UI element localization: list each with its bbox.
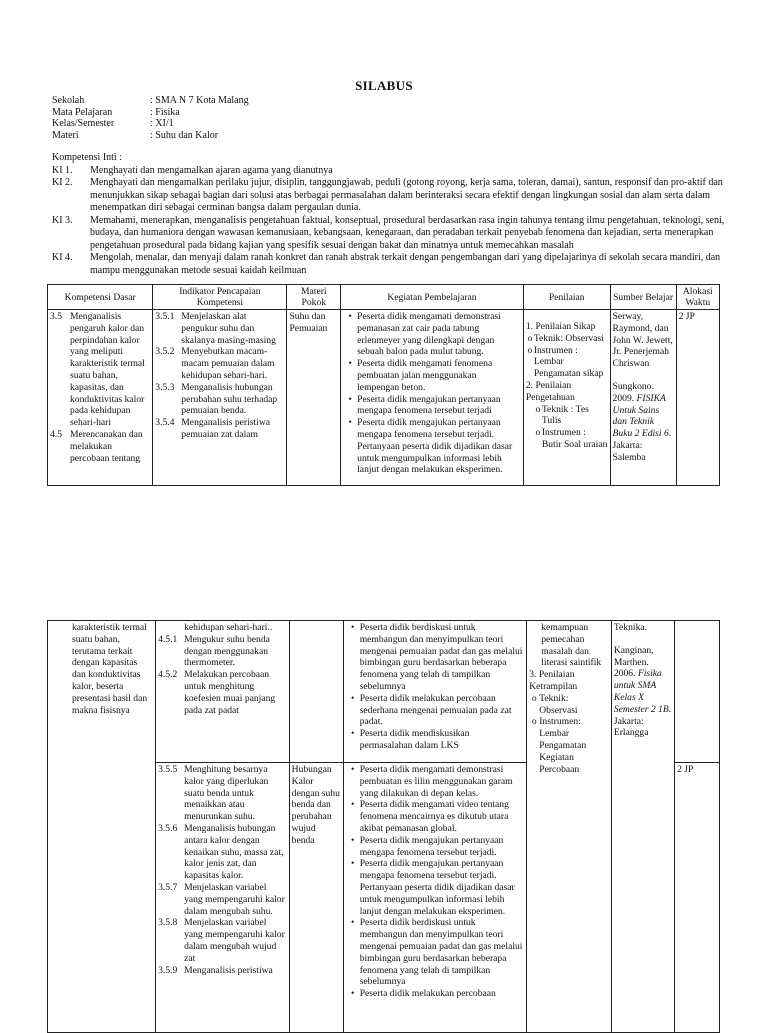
penilaian-item: o Instrumen : Butir Soal uraian [535,427,608,450]
penilaian-item: 2. Penilaian Pengetahuan [525,379,575,403]
penilaian-item: 3. Penilaian Ketrampilan [529,669,578,692]
kegiatan-item: • Peserta didik mengajukan pertanyaan mengapa fenomena tersebut terjadi. [346,835,525,859]
circle-bullet-icon: o [531,716,537,728]
bullet-icon: • [351,799,355,811]
penilaian-item: o Instrumen: Lembar Pengamatan Kegiatan Percobaan [529,716,609,775]
alokasi-cell [675,621,720,763]
bullet-icon: • [348,417,352,429]
penilaian-item: o Instrumen : Lembar Pengamatan sikap [527,344,604,380]
header-alokasi: Alokasi Waktu [676,285,719,310]
indikator-item: 3.5.7 Menjelaskan variabel yang mempengaruhi kalor dalam mengubah suhu. [158,881,285,917]
bullet-icon: • [351,764,355,775]
meta-row-school: Sekolah : SMA N 7 Kota Malang [52,95,249,106]
bullet-icon: • [351,988,355,1000]
bullet-icon: • [351,622,355,633]
indikator-cell [153,310,287,486]
meta-row-material: Materi : Suhu dan Kalor [52,129,219,141]
materi-cell [289,621,343,763]
bullet-icon: • [351,834,355,846]
header-indikator: Indikator Pencapaian Kompetensi [153,285,287,310]
sumber-cell: Teknika. Kanginan, Marthen. 2006. Fisika untuk SMA Kelas X Semester 2 1B. Jakarta: Erlangga [611,621,674,1033]
kegiatan-item: • Peserta didik mengajukan pertanyaan mengapa fenomena tersebut terjadi. Pertanyaan peserta didik dijadikan dasar untuk mengumpulkan informasi lebih lanjut dengan melakukan eksperimen. [343,417,521,476]
materi-cell: Hubungan Kalor dengan suhu benda dan perubahan wujud benda [289,763,343,1033]
bullet-icon: • [348,358,352,370]
indikator-item: 4.5.2 Melakukan percobaan untuk menghitung koefesien muai panjang pada zat padat [158,669,276,716]
ki-item: KI 3. Memahami, menerapkan, menganalisis pengetahuan faktual, konseptual, prosedural berdasarkan rasa ingin tahunya tentang ilmu pengetahuan, teknologi, seni, budaya, dan humaniora dengan wawasan kemanusiaan, kebangsaan, kenegaraan, dan peradaban terkait penyebab fenomena dan kejadian, serta menerapkan pengetahuan prosedural pada bidang kajian yang spesifik sesuai dengan bakat dan minatnya untuk memecahkan masalah [52,214,725,251]
ki-item: KI 1. Menghayati dan mengamalkan ajaran agama yang dianutnya [52,164,333,176]
indikator-item: 3.5.8 Menjelaskan variabel yang mempengaruhi kalor dalam mengubah wujud zat [158,917,285,964]
indikator-item: 3.5.2 Menyebutkan macam-macam pemuaian dalam kehidupan sehari-hari. [155,346,275,381]
kegiatan-cell [343,763,527,1033]
kegiatan-item: • Peserta didik mengamati fenomena pembuatan jalan menggunakan lempengan beton. [343,358,521,393]
sumber-reference: Sungkono. 2009. FISIKA Untuk Sains dan Teknik Buku 2 Edisi 6. Jakarta: Salemba [612,380,672,463]
kegiatan-item: • Peserta didik mendiskusikan permasalahan dalam LKS [346,728,525,752]
bullet-icon: • [351,728,355,740]
core-competencies [52,152,742,277]
header-kompetensi-dasar: Kompetensi Dasar [48,285,153,310]
circle-bullet-icon: o [535,403,541,415]
bullet-icon: • [351,692,355,704]
ki-heading: Kompetensi Inti : [52,152,122,163]
kd-cell [48,310,153,486]
penilaian-item: o Teknik: Observasi [529,693,609,717]
kegiatan-item: • Peserta didik mengajukan pertanyaan mengapa fenomena tersebut terjadi. Pertanyaan peserta didik dijadikan dasar untuk mengumpulkan informasi lebih lanjut dengan melakukan eksperimen. [346,858,525,917]
penilaian-item: o Teknik: Observasi [527,332,604,344]
kegiatan-item: • Peserta didik melakukan percobaan sederhana mengenai pemuaian pada zat padat. [346,693,525,728]
kegiatan-item: • Peserta didik mengamati video tentang fenomena mencairnya es dikutub utara akibat pemanasan global. [346,799,525,834]
kegiatan-item: • Peserta didik mengamati demonstrasi pemanasan zat cair pada tabung erlenmeyer yang dilengkapi dengan sebuah balon pada mulut tabung. [343,311,521,358]
bullet-icon: • [348,311,352,322]
penilaian-cell [523,310,610,486]
indikator-cell [156,621,290,763]
indikator-item: 3.5.1 Menjelaskan alat pengukur suhu dan skalanya masing-masing [155,311,276,346]
kegiatan-cell [341,310,524,486]
indikator-cell [156,763,290,1033]
alokasi-cell: 2 JP [676,310,719,486]
penilaian-cell [527,621,612,1033]
kd-item: 4.5 Merencanakan dan melakukan percobaan tentang [50,428,143,464]
indikator-item: 3.5.9 Menganalisis peristiwa [158,964,273,976]
kegiatan-item: • Peserta didik mengajukan pertanyaan mengapa fenomena tersebut terjadi [343,394,521,418]
penilaian-item: 1. Penilaian Sikap [525,321,596,332]
kd-cell: karakteristik termal suatu bahan, terutama terkait dengan kapasitas dan konduktivitas kalor, beserta presentasi hasil dan makna fisisnya [48,621,156,1033]
indikator-item: 4.5.1 Mengukur suhu benda dengan menggunakan thermometer. [158,633,270,669]
sumber-reference: Kanginan, Marthen. 2006. Fisika untuk SMA Kelas X Semester 2 1B. Jakarta: Erlangga [613,644,672,739]
kegiatan-item: • Peserta didik mengamati demonstrasi pembuatan es lilin menggunakan garam yang dilakukan di depan kelas. [346,764,525,799]
syllabus-table-page-2 [47,620,720,1033]
table-row [48,621,720,763]
kegiatan-item: • Peserta didik berdiskusi untuk membangun dan menyimpulkan teori mengenai pemuaian padat dan gas melalui bimbingan guru berdasarkan beberapa fenomena yang telah di tampilkan sebelumnya [346,917,525,988]
table-row [48,310,720,486]
indikator-item: 3.5.3 Menganalisis hubungan perubahan suhu terhadap pemuaian benda. [155,381,278,417]
indikator-item: 3.5.5 Menghitung besarnya kalor yang diperlukan suatu benda untuk menaikkan atau menurunkan suhu. [158,764,269,823]
bullet-icon: • [351,858,355,870]
meta-row-class: Kelas/Semester : XI/1 [52,118,174,129]
meta-row-subject: Mata Pelajaran : Fisika [52,106,180,118]
indikator-item: 3.5.6 Menganalisis hubungan antara kalor dengan kenaikan suhu, massa zat, kalor jenis zat, dan kapasitas kalor. [158,822,284,882]
bullet-icon: • [351,917,355,929]
syllabus-table-page-1 [47,284,720,486]
header-materi: Materi Pokok [287,285,341,310]
penilaian-item: o Teknik : Tes Tulis [535,403,589,427]
materi-cell: Suhu dan Pemuaian [287,310,341,486]
school-info [52,95,249,141]
circle-bullet-icon: o [531,692,537,704]
header-penilaian: Penilaian [523,285,610,310]
penilaian-item: kemampuan pemecahan masalah dan literasi saintifik [541,622,602,669]
indikator-item: kehidupan sehari-hari.. [184,622,273,633]
bullet-icon: • [348,393,352,405]
sumber-cell: Serway, Raymond, dan John W. Jewett, Jr. Penerjemah Chriswan Sungkono. 2009. FISIKA Untuk Sains dan Teknik Buku 2 Edisi 6. Jakarta: Salemba [610,310,676,486]
document-title: SILABUS [355,78,413,93]
header-sumber: Sumber Belajar [610,285,676,310]
ki-item: KI 4. Mengolah, menalar, dan menyaji dalam ranah konkret dan ranah abstrak terkait dengan pengembangan dari yang dipelajarinya di sekolah secara mandiri, dan mampu menggunakan metode sesuai kaidah keilmuan [52,252,721,276]
kd-item: 3.5 Menganalisis pengaruh kalor dan perpindahan kalor yang meliputi karakteristik termal suatu bahan, kapasitas, dan konduktivitas kalor pada kehidupan sehari-hari [50,311,145,429]
header-kegiatan: Kegiatan Pembelajaran [341,285,524,310]
kegiatan-cell [343,621,527,763]
alokasi-cell: 2 JP [675,763,720,1033]
kegiatan-item: • Peserta didik berdiskusi untuk membangun dan menyimpulkan teori mengenai pemuaian padat dan gas melalui bimbingan guru berdasarkan beberapa fenomena yang telah di tampilkan sebelumnya [346,622,525,693]
circle-bullet-icon: o [527,332,533,344]
circle-bullet-icon: o [535,427,541,439]
kegiatan-item: • Peserta didik melakukan percobaan [346,988,525,1000]
table-header-row [48,285,720,310]
indikator-item: 3.5.4 Menganalisis peristiwa pemuaian zat dalam [155,417,271,440]
ki-item: KI 2. Menghayati dan mengamalkan perilaku jujur, disiplin, tanggungjawab, peduli (gotong royong, kerja sama, toleran, damai), santun, responsif dan pro-aktif dan menunjukkan sikap sebagai bagian dari solusi atas berbagai permasalahan dalam berinteraksi secara efektif dengan lingkungan sosial dan alam serta dalam menempatkan diri sebagai cerminan bangsa dalam pergaulan dunia. [52,177,723,213]
circle-bullet-icon: o [527,344,533,356]
